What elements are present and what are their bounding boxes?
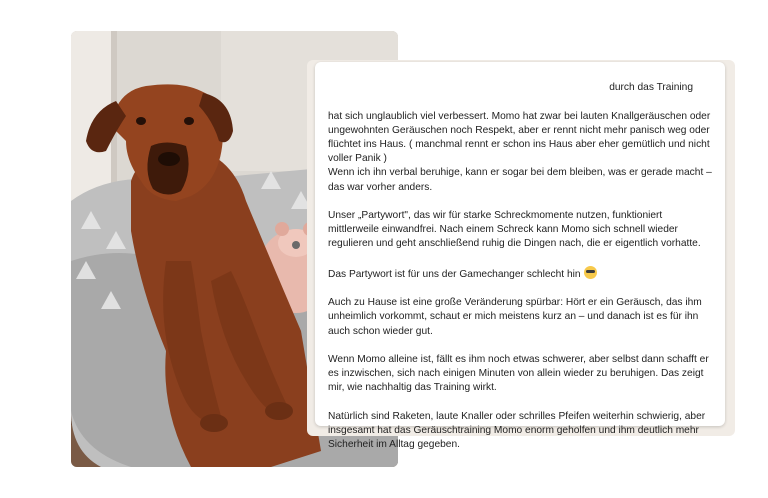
testimonial-text: Das Partywort ist für uns der Gamechanger schlecht hin xyxy=(328,268,581,280)
testimonial-first-line: durch das Training xyxy=(609,82,693,94)
testimonial-paragraph xyxy=(328,266,715,282)
testimonial-paragraph: Auch zu Hause ist eine große Veränderung spürbar: Hört er ein Geräusch, das ihm unheimlich vorkommt, schaut er mich meistens kurz an – und danach ist es für ihn auch schon wieder gut. xyxy=(328,297,702,337)
testimonial-card xyxy=(315,62,725,451)
testimonial-paragraph: Natürlich sind Raketen, laute Knaller oder schrilles Pfeifen weiterhin schwierig, aber insgesamt hat das Geräuschtraining Momo enorm geholfen und ihm deutlich mehr Sicherheit im Alltag gegeben. xyxy=(328,410,706,451)
testimonial-paragraph: hat sich unglaublich viel verbessert. Momo hat zwar bei lauten Knallgeräuschen oder ungewohnten Geräuschen noch Respekt, aber er rennt nicht mehr panisch weg oder flüchtet ins Haus. ( manchmal rennt er schon ins Haus aber eher gemütlich und nicht voller Panik ) Wenn ich ihn verbal beruhige, kann er sogar bei dem bleiben, was er gerade macht – das war vorher anders. xyxy=(328,110,712,193)
testimonial-paragraph xyxy=(328,67,715,110)
testimonial-paragraph: Wenn Momo alleine ist, fällt es ihm noch etwas schwerer, aber selbst dann schafft er es inzwischen, sich nach einigen Minuten von allein wieder zu beruhigen. Das zeigt mir, wie nachhaltig das Training wirkt. xyxy=(328,354,709,394)
testimonial-paragraph: Unser „Partywort", das wir für starke Schreckmomente nutzen, funktioniert mittlerweile einwandfrei. Nach einem Schreck kann Momo sich schnell wieder regulieren und geht anschließend ruhig die Dingen nach, die er eigentlich vorhatte. xyxy=(328,210,701,250)
sunglasses-face-icon xyxy=(584,266,597,279)
